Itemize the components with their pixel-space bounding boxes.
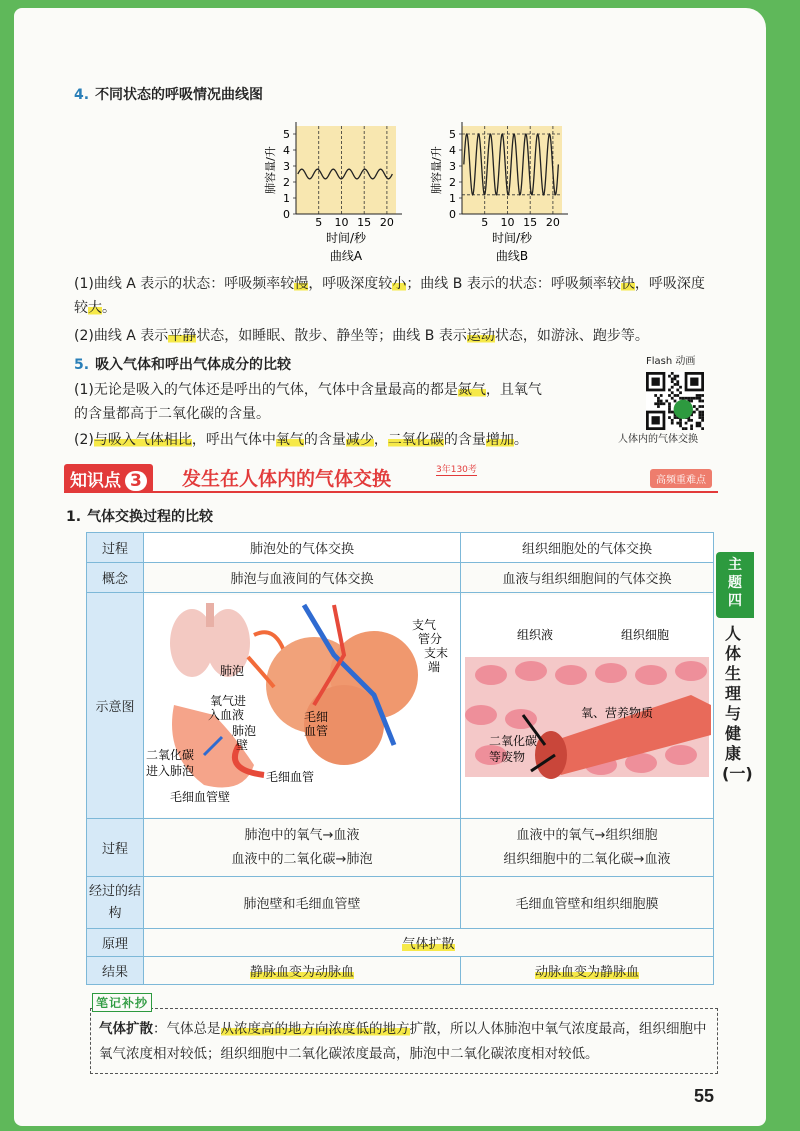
qr-module <box>682 397 685 400</box>
text-span: ：气体总是 <box>153 1021 221 1037</box>
diagram-label: 壁 <box>236 737 249 752</box>
row-label: 结果 <box>87 957 144 985</box>
section4-heading <box>74 84 263 104</box>
qr-module <box>671 397 674 400</box>
note-term: 气体扩散 <box>99 1021 153 1037</box>
knowledge-tag-label: 知识点 <box>70 471 121 491</box>
qr-module <box>674 394 677 397</box>
diagram-label: 端 <box>428 659 441 674</box>
text-span: ，呼出气体中 <box>191 432 276 448</box>
result-text: 静脉血变为动脉血 <box>249 965 354 980</box>
qr-module <box>701 411 704 414</box>
table-cell <box>144 929 714 957</box>
y-axis-label: 肺容量/升 <box>430 146 443 194</box>
table-row <box>87 533 714 563</box>
y-tick-label: 3 <box>449 160 456 173</box>
qr-module <box>671 411 674 414</box>
qr-module <box>671 372 674 375</box>
qr-module <box>685 422 688 425</box>
x-tick-label: 5 <box>481 216 489 229</box>
table-row <box>87 819 714 877</box>
side-tab[interactable] <box>716 552 754 618</box>
qr-module <box>671 386 674 389</box>
diagram-label: 氧、营养物质 <box>581 705 654 720</box>
qr-module <box>676 375 679 378</box>
chart-title: 曲线B <box>495 249 529 263</box>
knowledge-point-bar <box>64 464 718 492</box>
table-cell: 血液与组织细胞间的气体交换 <box>461 563 714 593</box>
qr-module <box>698 394 701 397</box>
qr-module <box>676 422 679 425</box>
qr-module <box>668 405 671 408</box>
text-span: (2)曲线 A 表示 <box>74 328 169 344</box>
qr-caption: 人体内的气体交换 <box>618 434 698 445</box>
section5-title: 吸入气体和呼出气体成分的比较 <box>95 357 292 373</box>
table-cell <box>144 819 461 877</box>
diagram-label: 入血液 <box>208 707 245 722</box>
text-span: (1)曲线 A 表示的状态：呼吸频率较 <box>74 276 295 292</box>
qr-module <box>668 389 671 392</box>
qr-finder <box>690 378 698 386</box>
text-span: 状态，如游泳、跑步等。 <box>494 328 649 344</box>
row-label: 经过的结构 <box>87 877 144 929</box>
highlight-span: 增加 <box>485 432 514 448</box>
qr-module <box>674 383 677 386</box>
table-cell: 肺泡壁和毛细血管壁 <box>144 877 461 929</box>
diagram-tissue-cell <box>461 593 714 819</box>
highlight-span: 快 <box>620 276 635 292</box>
diagram-label: 毛细 <box>304 709 329 724</box>
qr-module <box>696 394 699 397</box>
diagram-label: 进入肺泡 <box>146 763 195 778</box>
highlight-span: 运动 <box>466 328 495 344</box>
page-number: 55 <box>694 1086 715 1106</box>
table-cell <box>461 819 714 877</box>
diagram-label: 毛细血管壁 <box>170 789 231 804</box>
qr-module <box>701 419 704 422</box>
text-span: 扩散，所以人体肺泡中氧气浓度最高，组织细胞中氧气浓度相对较低；组织细胞中二氧化碳浓度最高，肺泡中二氧化碳浓度相对较低。 <box>99 1021 707 1062</box>
highlight-span: 小 <box>392 276 407 292</box>
qr-module <box>690 419 693 422</box>
qr-module <box>698 405 701 408</box>
highlight-span: 氧气 <box>275 432 304 448</box>
x-axis-label: 时间/秒 <box>491 231 533 245</box>
x-tick-label: 20 <box>379 216 394 229</box>
qr-module <box>668 394 671 397</box>
table-cell: 肺泡与血液间的气体交换 <box>144 563 461 593</box>
row-label: 过程 <box>87 533 144 563</box>
highlight-span: 二氧化碳 <box>387 432 444 448</box>
qr-module <box>668 408 671 411</box>
knowledge-tag-number: 3 <box>125 471 147 491</box>
text-span: 的含量 <box>443 432 486 448</box>
diagram-alveoli-cell <box>144 593 461 819</box>
table-cell: 肺泡处的气体交换 <box>144 533 461 563</box>
qr-module <box>693 411 696 414</box>
table-row <box>87 929 714 957</box>
y-tick-label: 2 <box>283 176 290 189</box>
x-tick-label: 5 <box>315 216 323 229</box>
qr-module <box>676 389 679 392</box>
qr-module <box>698 400 701 403</box>
qr-module <box>698 424 701 427</box>
plot-area <box>296 126 396 214</box>
qr-module <box>671 378 674 381</box>
qr-module <box>701 413 704 416</box>
qr-module <box>696 424 699 427</box>
principle-text: 气体扩散 <box>402 937 455 952</box>
qr-module <box>674 375 677 378</box>
tissue-diagram <box>461 595 713 817</box>
subsection1-number: 1. <box>66 509 82 525</box>
section5-heading <box>74 354 291 374</box>
highlight-span: 减少 <box>345 432 374 448</box>
text-span: ，呼吸深度较 <box>308 276 393 292</box>
x-tick-label: 15 <box>357 216 372 229</box>
qr-module <box>671 422 674 425</box>
qr-module <box>690 424 693 427</box>
text-span: 的含量 <box>303 432 346 448</box>
diagram-label: 毛细血管 <box>266 769 315 784</box>
qr-module <box>657 405 660 408</box>
y-tick-label: 2 <box>449 176 456 189</box>
y-tick-label: 4 <box>449 144 456 157</box>
qr-module <box>654 394 657 397</box>
y-tick-label: 0 <box>449 208 456 221</box>
qr-module <box>668 416 671 419</box>
x-tick-label: 10 <box>334 216 349 229</box>
text-span: ，且氧气 <box>485 382 542 398</box>
qr-module <box>663 402 666 405</box>
qr-module <box>687 419 690 422</box>
subsection1-heading <box>66 506 213 526</box>
highlight-span: 氮气 <box>457 382 486 398</box>
text-span: 。 <box>513 432 528 448</box>
qr-module <box>660 402 663 405</box>
qr-module <box>676 380 679 383</box>
table-row <box>87 593 714 819</box>
qr-finder <box>652 416 660 424</box>
text-span: ，呼吸深度较 <box>74 276 705 316</box>
qr-module <box>693 405 696 408</box>
qr-module <box>674 416 677 419</box>
flash-label: Flash 动画 <box>646 356 696 367</box>
text-span: 。 <box>102 300 116 316</box>
qr-module <box>701 400 704 403</box>
qr-module <box>690 397 693 400</box>
highlight-span: 大 <box>88 300 102 316</box>
y-tick-label: 3 <box>283 160 290 173</box>
text-span: ；曲线 B 表示的状态：呼吸频率较 <box>406 276 621 292</box>
qr-module <box>698 397 701 400</box>
table-cell: 组织细胞处的气体交换 <box>461 533 714 563</box>
x-tick-label: 20 <box>545 216 560 229</box>
section4-paragraph-2 <box>74 324 714 348</box>
qr-module <box>701 394 704 397</box>
section5-paragraph-1 <box>74 378 634 426</box>
diagram-label: 二氧化碳 <box>489 733 538 748</box>
table-row <box>87 957 714 985</box>
y-tick-label: 5 <box>449 128 456 141</box>
check-badge <box>674 400 693 419</box>
divider <box>64 491 718 493</box>
step-text: 组织细胞中的二氧化碳→血液 <box>503 851 671 867</box>
chart-b <box>410 116 570 266</box>
diagram-label: 支气 <box>412 617 437 632</box>
qr-finder <box>652 378 660 386</box>
qr-module <box>685 397 688 400</box>
knowledge-tag <box>64 464 153 493</box>
side-text: 人体生理与健康(一) <box>722 624 753 783</box>
qr-module <box>660 400 663 403</box>
qr-module <box>696 422 699 425</box>
subsection1-title: 气体交换过程的比较 <box>87 509 214 525</box>
qr-module <box>657 400 660 403</box>
step-text: 血液中的氧气→组织细胞 <box>516 827 658 843</box>
y-tick-label: 1 <box>449 192 456 205</box>
section5-number: 5. <box>74 357 90 373</box>
y-tick-label: 0 <box>283 208 290 221</box>
qr-module <box>668 402 671 405</box>
qr-module <box>657 397 660 400</box>
qr-module <box>693 397 696 400</box>
qr-module <box>679 391 682 394</box>
qr-module <box>698 411 701 414</box>
highlight-span: 与吸入气体相比 <box>93 432 192 448</box>
qr-module <box>676 394 679 397</box>
chart-a <box>244 116 404 266</box>
qr-module <box>679 419 682 422</box>
text-span: (2) <box>74 432 94 448</box>
knowledge-title: 发生在人体内的气体交换 <box>182 468 392 490</box>
y-tick-label: 1 <box>283 192 290 205</box>
exam-count: 3年130考 <box>436 462 477 476</box>
y-tick-label: 4 <box>283 144 290 157</box>
section5-paragraph-2 <box>74 428 634 452</box>
diagram-label: 管分 <box>418 631 443 646</box>
table-row <box>87 877 714 929</box>
step-text: 血液中的二氧化碳→肺泡 <box>231 851 373 867</box>
qr-module <box>679 422 682 425</box>
x-tick-label: 10 <box>500 216 515 229</box>
qr-module <box>657 402 660 405</box>
section4-title: 不同状态的呼吸情况曲线图 <box>95 87 264 103</box>
table-cell <box>461 957 714 985</box>
text-span: 状态，如睡眠、散步、静坐等；曲线 B 表示 <box>196 328 467 344</box>
row-label: 过程 <box>87 819 144 877</box>
qr-module <box>690 400 693 403</box>
qr-module <box>671 419 674 422</box>
qr-module <box>698 422 701 425</box>
row-label: 示意图 <box>87 593 144 819</box>
qr-module <box>679 424 682 427</box>
qr-module <box>674 378 677 381</box>
comparison-table <box>86 532 714 985</box>
y-axis-label: 肺容量/升 <box>264 146 277 194</box>
table-cell <box>144 957 461 985</box>
text-span: (1)无论是吸入的气体还是呼出的气体，气体中含量最高的都是 <box>74 382 458 398</box>
trachea <box>206 603 214 627</box>
qr-module <box>679 386 682 389</box>
qr-module <box>679 397 682 400</box>
highlight-span: 慢 <box>294 276 309 292</box>
diagram-label: 氧气进 <box>210 693 247 708</box>
note-box <box>90 1008 718 1074</box>
alveoli-diagram <box>144 595 460 817</box>
qr-module <box>668 375 671 378</box>
textbook-page <box>14 8 766 1126</box>
section4-number: 4. <box>74 87 90 103</box>
diagram-label: 等废物 <box>489 749 526 764</box>
highlight-span: 从浓度高的地方向浓度低的地方 <box>220 1021 410 1037</box>
qr-module <box>671 391 674 394</box>
y-tick-label: 5 <box>283 128 290 141</box>
table-row <box>87 563 714 593</box>
qr-module <box>674 400 677 403</box>
qr-module <box>701 416 704 419</box>
qr-module <box>676 383 679 386</box>
x-axis-label: 时间/秒 <box>325 231 367 245</box>
section4-paragraph-1 <box>74 272 714 320</box>
x-tick-label: 15 <box>523 216 538 229</box>
chart-title: 曲线A <box>329 249 363 263</box>
qr-module <box>696 408 699 411</box>
diagram-label: 肺泡 <box>232 723 257 738</box>
side-tab-label: 主题四 <box>728 557 742 609</box>
text-span: ， <box>373 432 388 448</box>
step-text: 肺泡中的氧气→血液 <box>244 827 360 843</box>
frequency-badge: 高频重难点 <box>650 469 712 488</box>
diagram-label: 二氧化碳 <box>146 747 195 762</box>
qr-module <box>671 380 674 383</box>
note-text <box>99 1017 711 1067</box>
qr-module <box>696 397 699 400</box>
diagram-label: 肺泡 <box>220 663 245 678</box>
diagram-label: 组织液 <box>517 627 554 642</box>
diagram-label: 组织细胞 <box>621 627 670 642</box>
qr-module <box>654 402 657 405</box>
highlight-span: 平静 <box>168 328 197 344</box>
qr-module <box>665 400 668 403</box>
row-label: 概念 <box>87 563 144 593</box>
qr-module <box>660 394 663 397</box>
row-label: 原理 <box>87 929 144 957</box>
qr-module <box>698 416 701 419</box>
diagram-label: 血管 <box>304 723 329 738</box>
table-cell: 毛细血管壁和组织细胞膜 <box>461 877 714 929</box>
text-span: 的含量都高于二氧化碳的含量。 <box>74 406 270 422</box>
qr-module <box>701 427 704 430</box>
diagram-label: 支末 <box>424 645 449 660</box>
qr-module <box>701 405 704 408</box>
qr-module <box>698 413 701 416</box>
qr-module <box>687 397 690 400</box>
note-label: 笔记补抄 <box>92 993 152 1012</box>
qr-module <box>668 411 671 414</box>
qr-code-icon[interactable] <box>646 372 704 430</box>
result-text: 动脉血变为静脉血 <box>534 965 639 980</box>
